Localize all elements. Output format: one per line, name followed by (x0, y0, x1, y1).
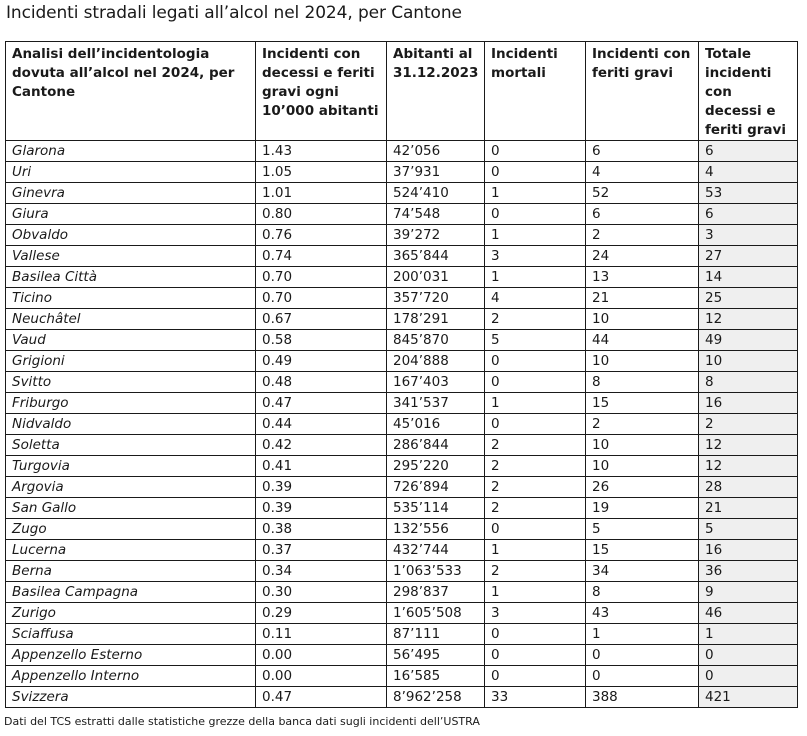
data-table (5, 41, 798, 708)
fatal-cell: 2 (485, 435, 586, 456)
table-row (6, 309, 798, 330)
population-cell: 357’720 (387, 288, 485, 309)
table-row (6, 603, 798, 624)
fatal-cell: 2 (485, 561, 586, 582)
table-row (6, 561, 798, 582)
canton-cell: Berna (6, 561, 256, 582)
serious-injuries-cell: 10 (586, 456, 699, 477)
population-cell: 295’220 (387, 456, 485, 477)
population-cell: 535’114 (387, 498, 485, 519)
population-cell: 74’548 (387, 204, 485, 225)
canton-cell: Zurigo (6, 603, 256, 624)
total-cell: 0 (699, 666, 798, 687)
canton-cell: Svitto (6, 372, 256, 393)
rate-cell: 0.80 (256, 204, 387, 225)
rate-cell: 0.11 (256, 624, 387, 645)
canton-cell: Turgovia (6, 456, 256, 477)
table-row (6, 540, 798, 561)
serious-injuries-cell: 8 (586, 582, 699, 603)
total-cell: 12 (699, 456, 798, 477)
source-footnote: Dati del TCS estratti dalle statistiche grezze della banca dati sugli incidenti dell’USTRA (4, 715, 480, 728)
table-row (6, 330, 798, 351)
table-row (6, 687, 798, 708)
fatal-cell: 1 (485, 225, 586, 246)
canton-cell: Ginevra (6, 183, 256, 204)
rate-cell: 0.39 (256, 498, 387, 519)
total-cell: 21 (699, 498, 798, 519)
total-cell: 421 (699, 687, 798, 708)
fatal-cell: 1 (485, 540, 586, 561)
population-cell: 87’111 (387, 624, 485, 645)
canton-cell: Vaud (6, 330, 256, 351)
serious-injuries-cell: 15 (586, 540, 699, 561)
rate-cell: 0.70 (256, 288, 387, 309)
total-cell: 36 (699, 561, 798, 582)
population-cell: 365’844 (387, 246, 485, 267)
serious-injuries-cell: 1 (586, 624, 699, 645)
rate-cell: 0.70 (256, 267, 387, 288)
rate-cell: 0.67 (256, 309, 387, 330)
population-cell: 298’837 (387, 582, 485, 603)
fatal-cell: 0 (485, 351, 586, 372)
column-header-total: Totale incidenti con decessi e feriti gravi (699, 42, 798, 141)
rate-cell: 1.01 (256, 183, 387, 204)
serious-injuries-cell: 0 (586, 666, 699, 687)
total-cell: 46 (699, 603, 798, 624)
fatal-cell: 0 (485, 414, 586, 435)
table-row (6, 624, 798, 645)
fatal-cell: 0 (485, 141, 586, 162)
canton-cell: Sciaffusa (6, 624, 256, 645)
table-row (6, 393, 798, 414)
serious-injuries-cell: 2 (586, 414, 699, 435)
population-cell: 726’894 (387, 477, 485, 498)
population-cell: 845’870 (387, 330, 485, 351)
population-cell: 204’888 (387, 351, 485, 372)
population-cell: 45’016 (387, 414, 485, 435)
serious-injuries-cell: 13 (586, 267, 699, 288)
total-cell: 6 (699, 141, 798, 162)
table-row (6, 288, 798, 309)
total-cell: 28 (699, 477, 798, 498)
canton-cell: Appenzello Interno (6, 666, 256, 687)
fatal-cell: 0 (485, 666, 586, 687)
rate-cell: 0.29 (256, 603, 387, 624)
serious-injuries-cell: 44 (586, 330, 699, 351)
total-cell: 12 (699, 435, 798, 456)
fatal-cell: 0 (485, 162, 586, 183)
total-cell: 3 (699, 225, 798, 246)
fatal-cell: 5 (485, 330, 586, 351)
total-cell: 25 (699, 288, 798, 309)
total-cell: 5 (699, 519, 798, 540)
table-row (6, 183, 798, 204)
table-body (6, 141, 798, 708)
serious-injuries-cell: 34 (586, 561, 699, 582)
canton-cell: Ticino (6, 288, 256, 309)
fatal-cell: 0 (485, 204, 586, 225)
table-row (6, 246, 798, 267)
serious-injuries-cell: 52 (586, 183, 699, 204)
fatal-cell: 0 (485, 519, 586, 540)
rate-cell: 0.49 (256, 351, 387, 372)
rate-cell: 0.38 (256, 519, 387, 540)
population-cell: 8’962’258 (387, 687, 485, 708)
fatal-cell: 2 (485, 456, 586, 477)
fatal-cell: 4 (485, 288, 586, 309)
fatal-cell: 2 (485, 477, 586, 498)
canton-cell: San Gallo (6, 498, 256, 519)
total-cell: 8 (699, 372, 798, 393)
total-cell: 16 (699, 540, 798, 561)
canton-cell: Obvaldo (6, 225, 256, 246)
rate-cell: 0.00 (256, 666, 387, 687)
total-cell: 12 (699, 309, 798, 330)
table-row (6, 666, 798, 687)
population-cell: 39’272 (387, 225, 485, 246)
column-header-canton: Analisi dell’incidentologia dovuta all’alcol nel 2024, per Cantone (6, 42, 256, 141)
rate-cell: 0.30 (256, 582, 387, 603)
table-row (6, 204, 798, 225)
serious-injuries-cell: 24 (586, 246, 699, 267)
page-title: Incidenti stradali legati all’alcol nel 2024, per Cantone (6, 3, 462, 23)
rate-cell: 1.05 (256, 162, 387, 183)
serious-injuries-cell: 10 (586, 309, 699, 330)
total-cell: 9 (699, 582, 798, 603)
table-row (6, 435, 798, 456)
canton-cell: Basilea Città (6, 267, 256, 288)
table-row (6, 456, 798, 477)
rate-cell: 0.58 (256, 330, 387, 351)
population-cell: 132’556 (387, 519, 485, 540)
rate-cell: 0.39 (256, 477, 387, 498)
total-cell: 1 (699, 624, 798, 645)
table-row (6, 267, 798, 288)
table-row (6, 351, 798, 372)
table-row (6, 519, 798, 540)
population-cell: 16’585 (387, 666, 485, 687)
population-cell: 56’495 (387, 645, 485, 666)
serious-injuries-cell: 43 (586, 603, 699, 624)
fatal-cell: 0 (485, 624, 586, 645)
table-header-row (6, 42, 798, 141)
serious-injuries-cell: 0 (586, 645, 699, 666)
column-header-population: Abitanti al 31.12.2023 (387, 42, 485, 141)
population-cell: 37’931 (387, 162, 485, 183)
fatal-cell: 1 (485, 267, 586, 288)
total-cell: 16 (699, 393, 798, 414)
canton-cell: Argovia (6, 477, 256, 498)
canton-cell: Appenzello Esterno (6, 645, 256, 666)
rate-cell: 0.42 (256, 435, 387, 456)
rate-cell: 0.41 (256, 456, 387, 477)
column-header-serious-injuries: Incidenti con feriti gravi (586, 42, 699, 141)
canton-cell: Uri (6, 162, 256, 183)
table-row (6, 414, 798, 435)
serious-injuries-cell: 2 (586, 225, 699, 246)
fatal-cell: 33 (485, 687, 586, 708)
serious-injuries-cell: 6 (586, 141, 699, 162)
rate-cell: 0.48 (256, 372, 387, 393)
rate-cell: 1.43 (256, 141, 387, 162)
total-cell: 53 (699, 183, 798, 204)
total-cell: 6 (699, 204, 798, 225)
serious-injuries-cell: 5 (586, 519, 699, 540)
total-cell: 2 (699, 414, 798, 435)
fatal-cell: 2 (485, 498, 586, 519)
fatal-cell: 0 (485, 645, 586, 666)
column-header-fatal: Incidenti mortali (485, 42, 586, 141)
canton-cell: Nidvaldo (6, 414, 256, 435)
rate-cell: 0.74 (256, 246, 387, 267)
fatal-cell: 3 (485, 603, 586, 624)
serious-injuries-cell: 15 (586, 393, 699, 414)
canton-cell: Basilea Campagna (6, 582, 256, 603)
table-row (6, 498, 798, 519)
table-row (6, 645, 798, 666)
serious-injuries-cell: 4 (586, 162, 699, 183)
table-row (6, 372, 798, 393)
serious-injuries-cell: 6 (586, 204, 699, 225)
serious-injuries-cell: 388 (586, 687, 699, 708)
fatal-cell: 2 (485, 309, 586, 330)
canton-cell: Zugo (6, 519, 256, 540)
canton-cell: Friburgo (6, 393, 256, 414)
fatal-cell: 3 (485, 246, 586, 267)
fatal-cell: 1 (485, 582, 586, 603)
serious-injuries-cell: 21 (586, 288, 699, 309)
serious-injuries-cell: 19 (586, 498, 699, 519)
table-row (6, 582, 798, 603)
canton-cell: Vallese (6, 246, 256, 267)
serious-injuries-cell: 26 (586, 477, 699, 498)
total-cell: 10 (699, 351, 798, 372)
total-cell: 27 (699, 246, 798, 267)
fatal-cell: 0 (485, 372, 586, 393)
population-cell: 178’291 (387, 309, 485, 330)
fatal-cell: 1 (485, 393, 586, 414)
rate-cell: 0.34 (256, 561, 387, 582)
rate-cell: 0.00 (256, 645, 387, 666)
table-row (6, 162, 798, 183)
canton-cell: Lucerna (6, 540, 256, 561)
rate-cell: 0.37 (256, 540, 387, 561)
canton-cell: Glarona (6, 141, 256, 162)
rate-cell: 0.44 (256, 414, 387, 435)
total-cell: 49 (699, 330, 798, 351)
fatal-cell: 1 (485, 183, 586, 204)
population-cell: 341’537 (387, 393, 485, 414)
table-row (6, 225, 798, 246)
column-header-rate: Incidenti con decessi e feriti gravi ogni 10’000 abitanti (256, 42, 387, 141)
population-cell: 1’605’508 (387, 603, 485, 624)
serious-injuries-cell: 10 (586, 435, 699, 456)
population-cell: 1’063’533 (387, 561, 485, 582)
canton-cell: Soletta (6, 435, 256, 456)
total-cell: 0 (699, 645, 798, 666)
rate-cell: 0.76 (256, 225, 387, 246)
population-cell: 200’031 (387, 267, 485, 288)
table-row (6, 141, 798, 162)
total-cell: 14 (699, 267, 798, 288)
total-cell: 4 (699, 162, 798, 183)
population-cell: 42’056 (387, 141, 485, 162)
population-cell: 524’410 (387, 183, 485, 204)
canton-cell: Svizzera (6, 687, 256, 708)
serious-injuries-cell: 8 (586, 372, 699, 393)
canton-cell: Grigioni (6, 351, 256, 372)
canton-cell: Neuchâtel (6, 309, 256, 330)
table-row (6, 477, 798, 498)
population-cell: 432’744 (387, 540, 485, 561)
serious-injuries-cell: 10 (586, 351, 699, 372)
canton-cell: Giura (6, 204, 256, 225)
population-cell: 167’403 (387, 372, 485, 393)
rate-cell: 0.47 (256, 393, 387, 414)
population-cell: 286’844 (387, 435, 485, 456)
rate-cell: 0.47 (256, 687, 387, 708)
